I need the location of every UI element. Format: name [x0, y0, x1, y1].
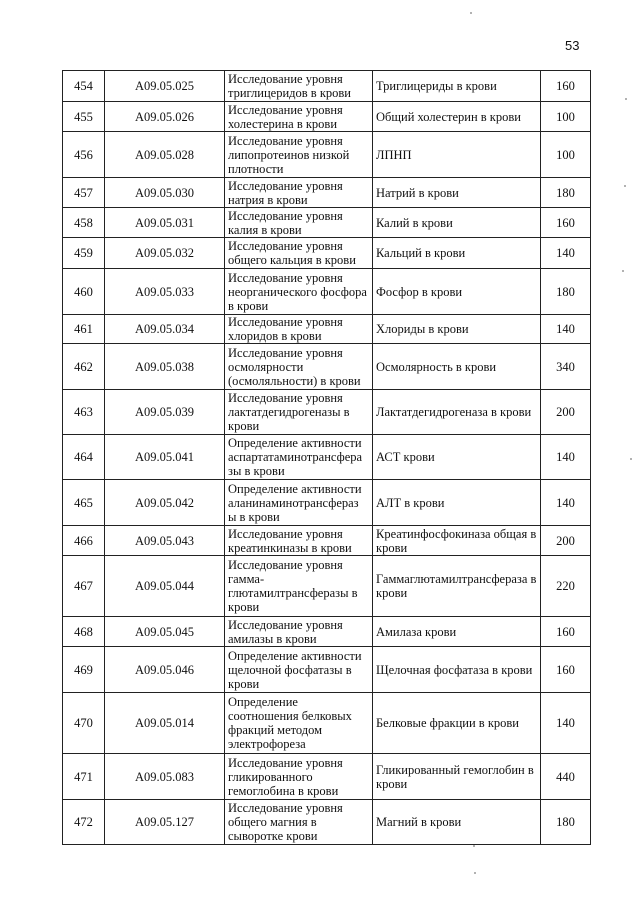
table-row — [63, 102, 591, 132]
price: 140 — [541, 480, 591, 526]
service-name: Исследование уровня калия в крови — [225, 208, 373, 238]
service-name: Определение активности щелочной фосфатазы в крови — [225, 647, 373, 693]
test-short-name: ЛПНП — [373, 132, 541, 178]
service-code: A09.05.043 — [105, 526, 225, 556]
scan-speck — [624, 185, 626, 187]
service-name: Определение соотношения белковых фракций методом электрофореза — [225, 693, 373, 754]
test-short-name: Осмолярность в крови — [373, 344, 541, 390]
scan-speck — [473, 845, 475, 847]
price: 140 — [541, 693, 591, 754]
table-row — [63, 556, 591, 617]
service-name: Исследование уровня амилазы в крови — [225, 617, 373, 647]
row-number: 465 — [63, 480, 105, 526]
table-row — [63, 315, 591, 344]
row-number: 459 — [63, 238, 105, 269]
service-name: Определение активности аспартатаминотрансфера зы в крови — [225, 435, 373, 480]
row-number: 454 — [63, 71, 105, 102]
table-row — [63, 754, 591, 800]
price: 100 — [541, 102, 591, 132]
table-row — [63, 238, 591, 269]
row-number: 470 — [63, 693, 105, 754]
table-row — [63, 71, 591, 102]
service-code: A09.05.033 — [105, 269, 225, 315]
table-row — [63, 693, 591, 754]
service-code: A09.05.034 — [105, 315, 225, 344]
table-row — [63, 617, 591, 647]
service-name: Исследование уровня лактатдегидрогеназы в крови — [225, 390, 373, 435]
service-name: Исследование уровня триглицеридов в крови — [225, 71, 373, 102]
test-short-name: Триглицериды в крови — [373, 71, 541, 102]
test-short-name: Щелочная фосфатаза в крови — [373, 647, 541, 693]
price: 100 — [541, 132, 591, 178]
price: 160 — [541, 71, 591, 102]
service-code: A09.05.083 — [105, 754, 225, 800]
row-number: 457 — [63, 178, 105, 208]
service-name: Исследование уровня осмолярности (осмоляльности) в крови — [225, 344, 373, 390]
test-short-name: Общий холестерин в крови — [373, 102, 541, 132]
price: 440 — [541, 754, 591, 800]
row-number: 462 — [63, 344, 105, 390]
service-code: A09.05.038 — [105, 344, 225, 390]
service-code: A09.05.026 — [105, 102, 225, 132]
row-number: 456 — [63, 132, 105, 178]
price: 140 — [541, 315, 591, 344]
test-short-name: Гликированный гемоглобин в крови — [373, 754, 541, 800]
service-name: Исследование уровня общего магния в сыворотке крови — [225, 800, 373, 845]
scan-speck — [622, 270, 624, 272]
service-code: A09.05.025 — [105, 71, 225, 102]
price: 160 — [541, 208, 591, 238]
test-short-name: АЛТ в крови — [373, 480, 541, 526]
price: 220 — [541, 556, 591, 617]
test-short-name: Креатинфосфокиназа общая в крови — [373, 526, 541, 556]
price: 200 — [541, 390, 591, 435]
price: 160 — [541, 647, 591, 693]
row-number: 468 — [63, 617, 105, 647]
table-row — [63, 435, 591, 480]
row-number: 469 — [63, 647, 105, 693]
test-short-name: Магний в крови — [373, 800, 541, 845]
row-number: 463 — [63, 390, 105, 435]
service-code: A09.05.039 — [105, 390, 225, 435]
service-name: Исследование уровня креатинкиназы в крови — [225, 526, 373, 556]
price-table-body — [63, 71, 591, 845]
row-number: 466 — [63, 526, 105, 556]
row-number: 467 — [63, 556, 105, 617]
service-code: A09.05.046 — [105, 647, 225, 693]
table-row — [63, 647, 591, 693]
service-code: A09.05.127 — [105, 800, 225, 845]
price: 180 — [541, 178, 591, 208]
test-short-name: Белковые фракции в крови — [373, 693, 541, 754]
row-number: 455 — [63, 102, 105, 132]
service-code: A09.05.031 — [105, 208, 225, 238]
price: 140 — [541, 435, 591, 480]
test-short-name: Калий в крови — [373, 208, 541, 238]
test-short-name: Гаммаглютамилтрансфераза в крови — [373, 556, 541, 617]
service-name: Определение активности аланинаминотрансфераз ы в крови — [225, 480, 373, 526]
service-name: Исследование уровня общего кальция в крови — [225, 238, 373, 269]
service-name: Исследование уровня хлоридов в крови — [225, 315, 373, 344]
test-short-name: Лактатдегидрогеназа в крови — [373, 390, 541, 435]
table-row — [63, 800, 591, 845]
table-row — [63, 526, 591, 556]
table-row — [63, 269, 591, 315]
test-short-name: Хлориды в крови — [373, 315, 541, 344]
scan-speck — [474, 872, 476, 874]
service-code: A09.05.041 — [105, 435, 225, 480]
table-row — [63, 132, 591, 178]
price: 140 — [541, 238, 591, 269]
scan-speck — [470, 12, 472, 14]
row-number: 461 — [63, 315, 105, 344]
service-code: A09.05.042 — [105, 480, 225, 526]
service-code: A09.05.028 — [105, 132, 225, 178]
price: 180 — [541, 269, 591, 315]
service-name: Исследование уровня гликированного гемоглобина в крови — [225, 754, 373, 800]
table-row — [63, 208, 591, 238]
scan-speck — [625, 98, 627, 100]
price: 200 — [541, 526, 591, 556]
test-short-name: Кальций в крови — [373, 238, 541, 269]
service-name: Исследование уровня натрия в крови — [225, 178, 373, 208]
row-number: 458 — [63, 208, 105, 238]
price: 180 — [541, 800, 591, 845]
test-short-name: АСТ крови — [373, 435, 541, 480]
service-name: Исследование уровня гамма-глютамилтрансферазы в крови — [225, 556, 373, 617]
service-code: A09.05.030 — [105, 178, 225, 208]
row-number: 472 — [63, 800, 105, 845]
test-short-name: Натрий в крови — [373, 178, 541, 208]
test-short-name: Амилаза крови — [373, 617, 541, 647]
table-row — [63, 344, 591, 390]
table-row — [63, 178, 591, 208]
service-code: A09.05.044 — [105, 556, 225, 617]
row-number: 464 — [63, 435, 105, 480]
price: 160 — [541, 617, 591, 647]
service-code: A09.05.014 — [105, 693, 225, 754]
table-row — [63, 480, 591, 526]
service-name: Исследование уровня липопротеинов низкой плотности — [225, 132, 373, 178]
service-code: A09.05.032 — [105, 238, 225, 269]
service-name: Исследование уровня холестерина в крови — [225, 102, 373, 132]
row-number: 471 — [63, 754, 105, 800]
page-number: 53 — [565, 38, 580, 53]
scan-speck — [630, 458, 632, 460]
service-code: A09.05.045 — [105, 617, 225, 647]
table-row — [63, 390, 591, 435]
row-number: 460 — [63, 269, 105, 315]
test-short-name: Фосфор в крови — [373, 269, 541, 315]
price-table — [62, 70, 591, 845]
price: 340 — [541, 344, 591, 390]
service-name: Исследование уровня неорганического фосфора в крови — [225, 269, 373, 315]
